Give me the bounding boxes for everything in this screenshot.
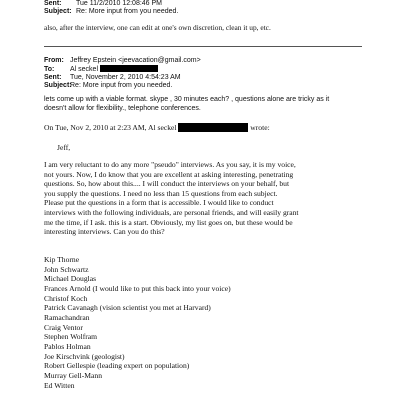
quote-suffix: wrote: (250, 123, 270, 132)
list-item: Craig Ventor (44, 322, 83, 332)
to-label: To: (44, 66, 55, 73)
list-item: Ramachandran (44, 312, 90, 322)
sent-label: Sent: (44, 0, 62, 7)
subject-label-2: Subject: (44, 82, 72, 89)
to-value: Al seckel (70, 66, 99, 73)
email-header-2 (44, 57, 201, 90)
list-item: Pablos Holman (44, 341, 91, 351)
sent-value-2: Tue, November 2, 2010 4:54:23 AM (70, 74, 181, 81)
reply-body-2 (44, 96, 374, 113)
list-item: Murray Gell-Mann (44, 370, 102, 380)
redaction-box (178, 123, 248, 132)
paragraph-line: questions. So, how about this.... I will conduct the interviews on your behalf, but (44, 179, 290, 189)
list-item: Stephen Wolfram (44, 332, 98, 342)
main-paragraph (44, 160, 374, 237)
paragraph-line: interviews with the following individuals, are personal friends, and will easily grant (44, 207, 299, 217)
email-header-1 (44, 0, 178, 16)
list-item: Frances Arnold (I would like to put this back into your voice) (44, 283, 231, 293)
subject-value: Re: More input from you needed. (76, 8, 179, 15)
divider (44, 46, 362, 47)
list-item: Joe Kirschvink (geologist) (44, 351, 125, 361)
reply-line: lets come up with a viable format. skype , 30 minutes each? , questions alone are tricky as it (44, 96, 330, 103)
redaction-box (100, 65, 158, 72)
interviewee-list (44, 255, 231, 390)
paragraph-line: me the time, if I ask. this is a start. Obviously, my list goes on, but these would be (44, 217, 293, 227)
reply-line: doesn't allow for flexibility., telephone conferences. (44, 104, 201, 112)
subject-value-2: Re: More input from you needed. (70, 82, 173, 89)
paragraph-line: Please put the questions in a form that is accessible. I would like to conduct (44, 198, 274, 208)
list-item: Ed Witten (44, 380, 75, 390)
paragraph-line: not yours. Now, I do know that you are excellent at asking interesting, penetrating (44, 169, 294, 179)
quote-header (44, 123, 374, 133)
subject-label: Subject: (44, 8, 72, 15)
list-item: Robert Gellespie (leading expert on population) (44, 361, 190, 371)
from-label: From: (44, 57, 64, 64)
paragraph-line: you supply the questions. I need no less than 15 questions from each subject. (44, 188, 278, 198)
salutation: Jeff, (57, 143, 71, 152)
reply-body-1: also, after the interview, one can edit at one's own discretion, clean it up, etc. (44, 23, 271, 32)
paragraph-line: interesting interviews. Can you do this? (44, 227, 165, 237)
list-item: John Schwartz (44, 264, 89, 274)
list-item: Patrick Cavanagh (vision scientist you met at Harvard) (44, 303, 211, 313)
sent-label-2: Sent: (44, 74, 62, 81)
list-item: Kip Thorne (44, 255, 80, 264)
from-value: Jeffrey Epstein <jeevacation@gmail.com> (70, 57, 201, 64)
quote-prefix: On Tue, Nov 2, 2010 at 2:23 AM, Al seckel (44, 123, 177, 132)
paragraph-line: I am very reluctant to do any more "pseudo" interviews. As you say, it is my voice, (44, 160, 296, 169)
list-item: Michael Douglas (44, 274, 97, 284)
list-item: Christof Koch (44, 293, 88, 303)
sent-value: Tue 11/2/2010 12:08:46 PM (76, 0, 163, 7)
